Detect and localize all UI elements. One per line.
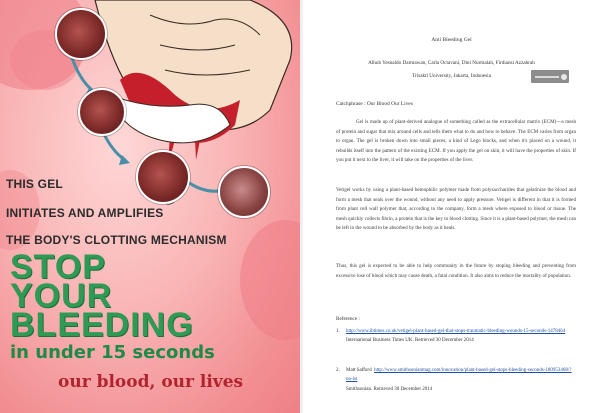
- paragraph-2: Vetigel works by using a plant-based hemophilic polymer made from polysaccharides that gelatinize the blood and form a mesh that seals over the wound, without any need to apply pressure. Vetigel is different in that it is formed from plant cell wall polymer that, according to the company, form a mesh where exposed to blood or tissue. The mesh quickly collects fibrin, a protein that is the key to blood clotting. Since it is a plant-based polymer, the mesh can be left in the wound to be absorbed by the body as it heals.: [336, 187, 576, 232]
- time-claim: in under 15 seconds: [10, 342, 215, 363]
- reference-author: Matt Safford: [346, 368, 372, 373]
- reference-item: [336, 366, 576, 394]
- document-title: Anti Bleeding Gel: [431, 37, 472, 43]
- poster-headline-2: INITIATES AND AMPLIFIES: [6, 206, 164, 220]
- wound-step-2-image: [78, 88, 126, 136]
- document-affiliation: Trisakti University, Jakarta, Indonesia: [412, 73, 491, 79]
- reference-link[interactable]: http://www.smithsonianmag.com/innovation/plant-based-gel-stops-bleeding-seconds-180953468/?no-ist: [346, 368, 572, 383]
- poster-headline-1: THIS GEL: [6, 177, 63, 191]
- catchphrase: Catchphrase : Our Blood Our Lives: [336, 101, 413, 107]
- wound-illustration: [0, 0, 300, 260]
- reference-source: International Business Times UK. Retrieved 30 December 2014: [346, 338, 474, 344]
- reference-number: 1.: [336, 329, 340, 334]
- paragraph-3: Thus, this gel is expected to be able to help community in the future by stoping bleeding and preventing from excessive lose of blood which may cause death, a fatal condition. It also aims to reduce the mortality of population.: [336, 263, 576, 279]
- poster-headline-3: THE BODY'S CLOTTING MECHANISM: [6, 233, 227, 247]
- audio-play-knob[interactable]: [561, 74, 567, 80]
- audio-progress-bar[interactable]: [535, 76, 559, 78]
- wound-step-1-image: [55, 8, 107, 60]
- reference-item: [336, 327, 576, 346]
- wound-step-4-image: [218, 166, 270, 218]
- reference-source: Smithsonian. Retrieved 30 December 2014: [346, 386, 433, 392]
- paragraph-1: Gel is made up of plant-derived analogue of something called as the extracellular matrix (ECM)—a mesh of protein and sugar that mix around cells and tells them what to do and how to behave. The ECM varies from organ to organ. The gel is broken down into small pieces, a kind of Lego blocks, and when it's placed on a wound, it rebuilds itself into the pattern of the existing ECM. If you apply the gel on skin, it will have the properties of skin. If you put it next to the liver, it will take on the properties of the liver.: [336, 119, 576, 164]
- reference-number: 2.: [336, 368, 340, 373]
- stop-text: STOP: [10, 248, 106, 286]
- your-text: YOUR: [10, 277, 113, 315]
- document-page: [303, 0, 600, 413]
- bleeding-text: BLEEDING: [10, 306, 194, 344]
- document-authors: Alhub Yesnaldo Darmawan, Carla Octavani, Dini Nurmalah, Firdiansi Azzahrah: [368, 60, 535, 66]
- wound-step-3-image: [136, 150, 190, 204]
- references-heading: Reference :: [336, 316, 360, 322]
- reference-link[interactable]: http://www.ibtimes.co.uk/vetigel-plant-based-gel-that-stops-traumatic-bleeding-wounds-15-seconds-1478464: [346, 329, 566, 334]
- audio-player-icon[interactable]: [531, 70, 569, 83]
- poster-tagline: our blood, our lives: [58, 372, 244, 392]
